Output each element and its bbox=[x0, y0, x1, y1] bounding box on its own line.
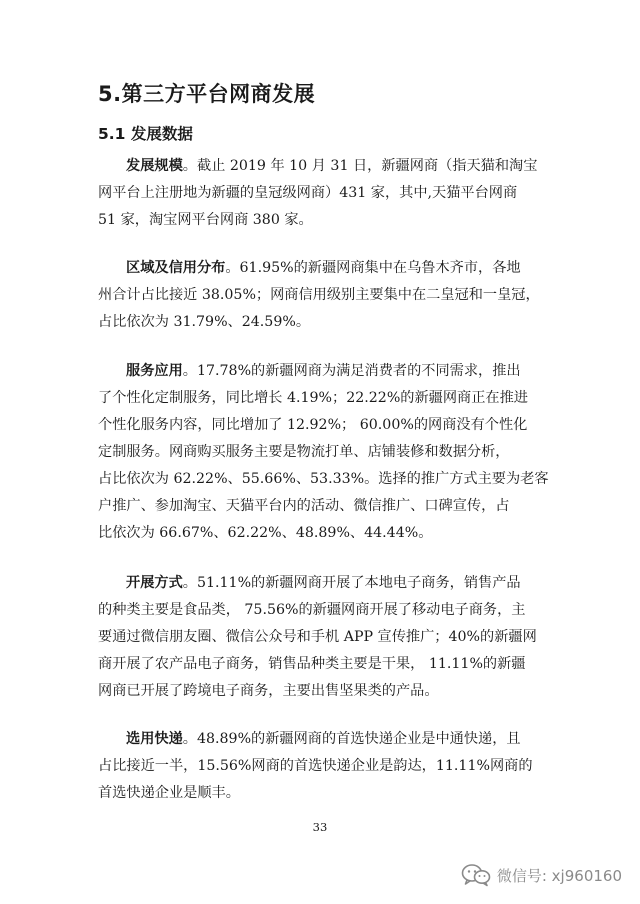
paragraph-line: 网商已开展了跨境电子商务，主要出售坚果类的产品。 bbox=[98, 683, 439, 699]
subsection-title: 5.1 发展数据 bbox=[98, 125, 193, 143]
paragraph-express bbox=[98, 726, 558, 807]
paragraph-line: 比依次为 66.67%、62.22%、48.89%、44.44%。 bbox=[98, 525, 433, 541]
paragraph-keyword: 开展方式 bbox=[126, 575, 183, 591]
paragraph-line: 户推广、参加淘宝、天猫平台内的活动、微信推广、口碑宣传，占 bbox=[98, 498, 510, 514]
page-number: 33 bbox=[312, 820, 328, 834]
paragraph-line: 要通过微信朋友圈、微信公众号和手机 APP 宣传推广；40%的新疆网 bbox=[98, 629, 537, 645]
wechat-icon bbox=[461, 863, 491, 887]
paragraph-line: 发展规模。截止 2019 年 10 月 31 日，新疆网商（指天猫和淘宝 bbox=[126, 158, 538, 174]
paragraph-line: 选用快递。48.89%的新疆网商的首选快递企业是中通快递，且 bbox=[126, 731, 521, 747]
paragraph-line: 占比接近一半，15.56%网商的首选快递企业是韵达，11.11%网商的 bbox=[98, 758, 533, 774]
paragraph-keyword: 区域及信用分布 bbox=[126, 260, 226, 276]
paragraph-keyword: 发展规模 bbox=[126, 158, 183, 174]
paragraph-line: 商开展了农产品电子商务，销售品种类主要是干果， 11.11%的新疆 bbox=[98, 656, 526, 672]
paragraph-keyword: 服务应用 bbox=[126, 363, 183, 379]
paragraph-line: 网平台上注册地为新疆的皇冠级网商）431 家，其中,天猫平台网商 bbox=[98, 185, 518, 201]
paragraph-line: 占比依次为 31.79%、24.59%。 bbox=[98, 314, 311, 330]
paragraph-line: 服务应用。17.78%的新疆网商为满足消费者的不同需求，推出 bbox=[126, 363, 521, 379]
paragraph-line: 定制服务。网商购买服务主要是物流打单、店铺装修和数据分析， bbox=[98, 444, 510, 460]
paragraph-region-credit bbox=[98, 255, 558, 336]
wechat-watermark bbox=[461, 862, 622, 888]
paragraph-line: 开展方式。51.11%的新疆网商开展了本地电子商务，销售产品 bbox=[126, 575, 521, 591]
paragraph-scale bbox=[98, 153, 558, 234]
paragraph-method bbox=[98, 570, 558, 705]
paragraph-line: 了个性化定制服务，同比增长 4.19%；22.22%的新疆网商正在推进 bbox=[98, 390, 528, 406]
paragraph-line: 州合计占比接近 38.05%；网商信用级别主要集中在二皇冠和一皇冠， bbox=[98, 287, 540, 303]
paragraph-service bbox=[98, 358, 558, 547]
section-title: 5.第三方平台网商发展 bbox=[98, 82, 316, 106]
paragraph-line: 占比依次为 62.22%、55.66%、53.33%。选择的推广方式主要为老客 bbox=[98, 471, 549, 487]
paragraph-line: 首选快递企业是顺丰。 bbox=[98, 785, 240, 801]
paragraph-line: 区域及信用分布。61.95%的新疆网商集中在乌鲁木齐市，各地 bbox=[126, 260, 521, 276]
paragraph-line: 的种类主要是食品类， 75.56%的新疆网商开展了移动电子商务，主 bbox=[98, 602, 526, 618]
paragraph-line: 个性化服务内容，同比增加了 12.92%； 60.00%的网商没有个性化 bbox=[98, 417, 528, 433]
paragraph-keyword: 选用快递 bbox=[126, 731, 183, 747]
paragraph-line: 51 家，淘宝网平台网商 380 家。 bbox=[98, 212, 313, 228]
watermark-text: 微信号: xj960160 bbox=[496, 866, 622, 885]
